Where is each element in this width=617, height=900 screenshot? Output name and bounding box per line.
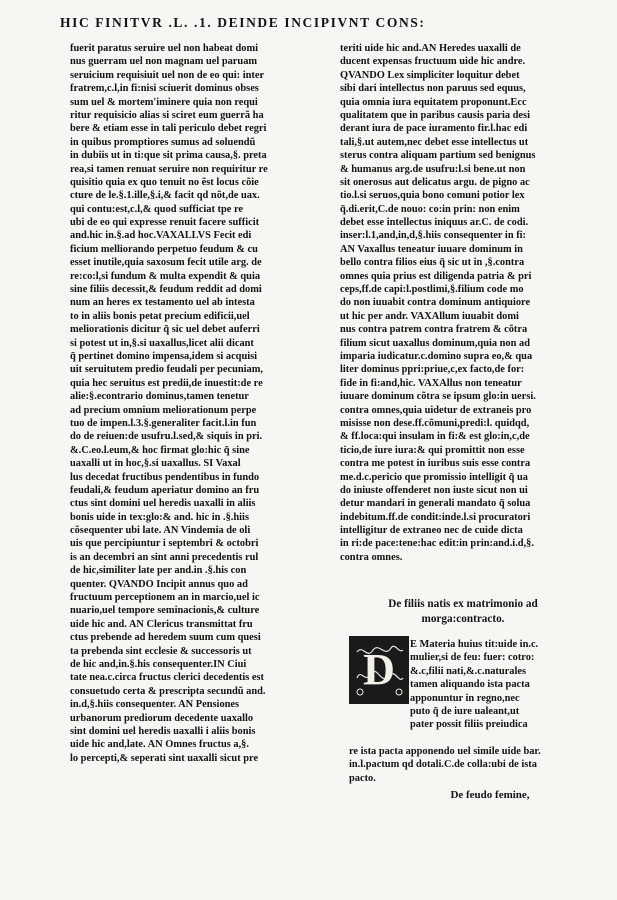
text-line: feudali,& feudum aperiatur domino an fru	[70, 484, 260, 496]
text-line: AN Vaxallus teneatur iuuare dominum in	[340, 243, 523, 255]
text-line: do de reiuen:de usufru.l.sed,& siquis in pri.	[70, 431, 263, 443]
text-line: esset inutile,quia saxosum fecit utile arg. de	[70, 257, 262, 269]
text-line: cture de le.§.1.ille,§.i,& facit qd nõt,de uax.	[70, 190, 260, 202]
text-line: uaxalli ut in hoc,§.si uaxallus. SI Vaxal	[70, 458, 241, 470]
text-line: qui contu:est,c.l,& quod sufficiat tpe re	[70, 203, 243, 215]
section-heading	[348, 597, 578, 627]
text-line: de hic,similiter late per and.in .§.his con	[70, 565, 247, 577]
decorated-initial-icon	[351, 638, 407, 702]
text-line: inser:l.1,and,in,d,§.hiis consequenter in fi:	[340, 230, 527, 242]
text-line: meliorationis dicitur q̃ sic uel debet auferri	[70, 324, 260, 336]
text-line: apponuntur in regno,nec	[410, 692, 520, 704]
text-line: quenter. QVANDO Incipit annus quo ad	[70, 578, 248, 590]
text-line: quia hec seruitus est predii,de inuestit:de re	[70, 377, 263, 389]
text-line: rea,si tamen renuat seruire non requiritur re	[70, 163, 268, 175]
text-line: debet esse intellectus iniquus ar.C. de codi.	[340, 217, 529, 229]
text-line: sterus contra aliquam partium sed benignus	[340, 150, 536, 162]
text-line: and.hic in.§.ad hoc.VAXALLVS Fecit edi	[70, 230, 252, 242]
text-line: sibi dari intellectus non paruus sed equus,	[340, 83, 526, 95]
text-line: q̃ pertinet domino impensa,idem si acquisi	[70, 350, 258, 362]
running-head: HIC FINITVR .L. .1. DEINDE INCIPIVNT CONS:	[60, 15, 426, 30]
text-line: me.d.c.pericio que promissio intelligit q̃ ua	[340, 471, 528, 483]
text-line: q̃.di.erit,C.de nouo: co:in prin: non enim	[340, 203, 520, 215]
initial-letter: D	[363, 645, 395, 694]
text-line: do non iuuabit contra dominum antiquiore	[340, 297, 531, 309]
text-line: intelligitur de extraneo nec de cuide dicta	[340, 525, 523, 537]
text-line: ubi de eo qui expresse renuit facere sufficit	[70, 217, 260, 229]
text-line: in ri:de pace:tene:hac edit:in prin:and.i.d,§.	[340, 538, 534, 550]
text-line: fructuum perceptionem an in marcio,uel ic	[70, 592, 260, 604]
text-line: quia omnia iura equitatem proponunt.Ecc	[340, 96, 527, 108]
text-line: cõsequenter ubi late. AN Vindemia de oli	[70, 525, 251, 537]
text-line: sint domini uel heredis uaxalli i aliis bonis	[70, 725, 256, 737]
text-line: ritur requisicio alias si sciret eum guerrã ha	[70, 109, 264, 121]
text-line: ctus sint domini uel heredis uaxalli in aliis	[70, 498, 256, 510]
text-line: re:co:l,si fundum & multa expendit & quia	[70, 270, 261, 282]
text-line: indebitum.ff.de condit:inde.l.si procuratori	[340, 511, 531, 523]
paragraph-continuation	[349, 745, 581, 785]
text-line: ficium melliorando perpetuo feudum & cu	[70, 243, 258, 255]
text-line: ceps,ff.de capi:l.postlimi,§.filium code mo	[340, 284, 524, 296]
text-line: to in aliis bonis petat precium edificii,uel	[70, 310, 250, 322]
text-line: contra omnes.	[340, 551, 403, 563]
text-line: E Materia huius tit:uide in.c.	[410, 639, 539, 650]
text-line: in.l.pactum qd dotali.C.de colla:ubi de ista	[349, 759, 537, 771]
text-line: sit onerosus aut delicatus argu. de pigno ac	[340, 176, 530, 188]
left-text-column	[70, 42, 342, 765]
text-line: pacto.	[349, 772, 376, 784]
text-line: nus contra patrem contra fratrem & cõtra	[340, 324, 528, 336]
text-line: bello contra filios eius q̃ sic ut in ,§.contra	[340, 257, 525, 269]
text-line: do iniuste offenderet non iuste sicut non ui	[340, 484, 528, 496]
text-line: fide in fi:and,hic. VAXAllus non teneatur	[340, 377, 522, 389]
text-line: &.C.eo.l.eum,& hoc firmat glo:hic q̃ sine	[70, 444, 250, 456]
text-line: quisitio quia ex quo tenuit no ẽst locus cõie	[70, 176, 259, 188]
text-line: pater possit filiis preiudica	[410, 719, 528, 731]
text-line: teriti uide hic and.AN Heredes uaxalli de	[340, 43, 521, 54]
text-line: uit seruitutem predio feudali per pecuniam,	[70, 364, 263, 376]
text-line: uis que percipiuntur i septembri & octobri	[70, 538, 259, 550]
text-line: contra me potest in iuribus suis esse contra	[340, 458, 531, 470]
text-line: lo percepti,& seperati sint uaxalli sicut pre	[70, 752, 259, 764]
text-line: in dubiis ut in ti:que sit prima causa,§. preta	[70, 150, 267, 162]
text-line: uide hic and. AN Clericus transmittat fru	[70, 618, 253, 630]
text-line: in quibus promptiores sumus ad soluendũ	[70, 136, 256, 148]
text-line: tuo de impen.l.3.§.generaliter facit.l.in fun	[70, 417, 257, 429]
text-line: is an decembri an sint anni precedentis rul	[70, 551, 259, 563]
text-line: imparia iudicatur.c.domino supra eo,& qua	[340, 350, 533, 362]
text-line: bonis uide in tex:glo:& and. hic in .§.hiis	[70, 511, 249, 523]
text-line: & humanus arg.de usufru:l.si bene.ut non	[340, 163, 526, 175]
text-line: tio.l.si seruos,quia bono comuni potior lex	[340, 190, 525, 202]
text-line: ad precium omnium meliorationum perpe	[70, 404, 257, 416]
text-line: misisse non dese.ff.cõmuni,predi:l. quidqd,	[340, 417, 530, 429]
text-line: derant iura de pace iuramento fir.l.hac edi	[340, 123, 528, 135]
text-line: omnes quia prius est diligenda patria & pri	[340, 270, 532, 282]
text-line: bere & etiam esse in tali periculo debet regri	[70, 123, 267, 135]
text-line: in.d,§.hiis consequenter. AN Pensiones	[70, 699, 240, 711]
text-line: tali,§.ut autem,nec debet esse intellectus ut	[340, 136, 529, 148]
text-line: & ff.loca:qui insulam in fi:& est glo:in,c,de	[340, 431, 530, 443]
text-line: tamen aliquando ista pacta	[410, 679, 530, 691]
subheading: De feudo femine,	[450, 789, 530, 801]
text-line: contra omnes,quia uidetur de extraneis pro	[340, 404, 532, 416]
text-line: sum uel & mortem'iminere quia non requi	[70, 96, 258, 108]
text-line: ta prebenda sint ecclesie & successoris ut	[70, 645, 252, 657]
text-line: qualitatem que in paribus causis paria desi	[340, 109, 530, 121]
text-line: nus guerram uel non magnam uel paruam	[70, 56, 258, 68]
text-line: fuerit paratus seruire uel non habeat domi	[70, 43, 258, 54]
section-heading-line: morga:contracto.	[421, 613, 505, 625]
text-line: re ista pacta apponendo uel simile uide bar.	[349, 746, 541, 757]
text-line: detur mandari in generali mandato q̃ solua	[340, 498, 531, 510]
text-line: alie:§.econtrario dominus,tamen tenetur	[70, 391, 249, 403]
text-line: tate nea.c.circa fructus clerici decedentis est	[70, 672, 264, 684]
initial-paragraph	[410, 638, 580, 732]
section-heading-line: De filiis natis ex matrimonio ad	[388, 598, 538, 610]
text-line: uide hic and,late. AN Omnes fructus a,§.	[70, 739, 249, 751]
text-line: QVANDO Lex simpliciter loquitur debet	[340, 69, 520, 81]
text-line: lus decedat fructibus pendentibus in fundo	[70, 471, 260, 483]
text-line: ut hic per andr. VAXAllum iuuabit domi	[340, 310, 519, 322]
text-line: ticio,de iure iura:& qui promittit non esse	[340, 444, 525, 456]
text-line: liter dominus ppri:priue,c,ex facto,de for:	[340, 364, 525, 376]
text-line: iuuare dominum cõtra se ipsum glo:in uersi.	[340, 391, 536, 403]
text-line: nuario,uel tempore seminacionis,& culture	[70, 605, 260, 617]
text-line: consuetudo certa & prescripta secundũ and.	[70, 685, 266, 697]
text-line: urbanorum prediorum decedente uaxallo	[70, 712, 254, 724]
decorated-initial	[349, 636, 409, 704]
text-line: num an heres ex testamento uel ab intesta	[70, 297, 255, 309]
text-line: ctus prebende ad heredem suum cum quesi	[70, 632, 261, 644]
text-line: puto q̃ de iure ualeant,ut	[410, 705, 520, 717]
text-line: si potest ut in,§.si uaxallus,licet alii dicant	[70, 337, 254, 349]
right-text-column	[340, 42, 580, 564]
text-line: &.c,filii nati,&.c.naturales	[410, 665, 527, 677]
text-line: filium sicut uaxallus dominum,quia non ad	[340, 337, 530, 349]
text-line: ducent expensas fructuum uide hic andre.	[340, 56, 526, 68]
text-line: sine filiis decessit,& feudum reddit ad domi	[70, 284, 262, 296]
text-line: de hic and,in.§.his consequenter.IN Ciui	[70, 658, 247, 670]
text-line: seruicium requisiuit uel non de eo qui: inter	[70, 69, 265, 81]
text-line: mulier,si de feu: fuer: cotro:	[410, 652, 535, 664]
text-line: fratrem,c.l,in fi:nisi sciuerit dominus obses	[70, 83, 259, 95]
